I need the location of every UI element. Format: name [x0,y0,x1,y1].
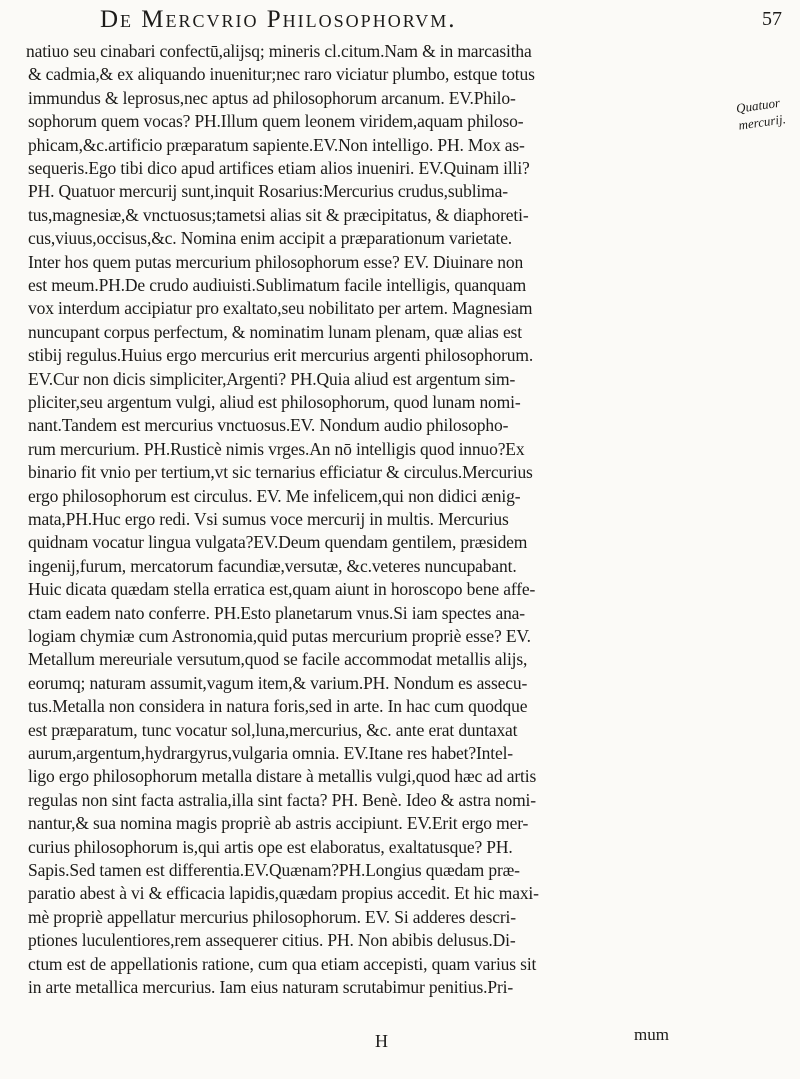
text-line: binario fit vnio per tertium,vt sic ternarius efficiatur & circulus.Mercurius [28,462,533,483]
text-line: Sapis.Sed tamen est differentia.EV.Quænam?PH.Longius quædam præ- [28,860,520,880]
text-line: immundus & leprosus,nec aptus ad philosophorum arcanum. EV.Philo- [28,87,516,108]
text-line: eorumq; naturam assumit,vagum item,& varium.PH. Nondum es assecu- [28,672,528,693]
text-line: vox interdum accipiatur pro exaltato,seu nobilitato per artem. Magnesiam [28,298,533,319]
text-line: regulas non sint facta astralia,illa sint facta? PH. Benè. Ideo & astra nomi- [28,789,536,810]
text-line: ingenij,furum, mercatorum facundiæ,versutæ, &c.veteres nuncupabant. [28,555,517,576]
text-line: tus.Metalla non considera in natura foris,sed in arte. In hac cum quodque [28,696,528,717]
running-title: De Mercvrio Philosophorvm. [100,6,457,33]
text-line: phicam,&c.artificio præparatum sapiente.EV.Non intelligo. PH. Mox as- [28,134,525,155]
text-line: ptiones luculentiores,rem assequerer citius. PH. Non abibis delusus.Di- [28,930,516,951]
text-line: & cadmia,& ex aliquando inuenitur;nec raro viciatur plumbo, estque totus [28,64,535,85]
text-line: ctum est de appellationis ratione, cum qua etiam accepisti, quam varius sit [28,953,537,974]
text-line: ctam eadem nato conferre. PH.Esto planetarum vnus.Si iam spectes ana- [28,602,525,623]
text-line: tus,magnesiæ,& vnctuosus;tametsi alias sit & præcipitatus, & diaphoreti- [28,204,529,225]
text-line: ligo ergo philosophorum metalla distare à metallis vulgi,quod hæc ad artis [28,766,537,787]
text-line: mè propriè appellatur mercurius philosophorum. EV. Si adderes descri- [28,906,516,927]
text-line: sequeris.Ego tibi dico apud artifices etiam alios inueniri. EV.Quinam illi? [28,158,530,178]
text-line: natiuo seu cinabari confectū,alijsq; mineris cl.citum.Nam & in marcasitha [26,41,532,61]
catchword: mum [634,1025,669,1044]
text-line: Huic dicata quædam stella erratica est,quam aiunt in horoscopo bene affe- [28,579,536,600]
text-line: nuncupant corpus perfectum, & nominatim lunam plenam, quæ alias est [28,321,522,342]
text-line: cus,viuus,occisus,&c. Nomina enim accipit a præparationum varietate. [28,228,513,249]
text-line: pliciter,seu argentum vulgi, aliud est philosophorum, quod lunam nomi- [28,392,521,412]
page-header [30,6,782,40]
text-line: est præparatum, tunc vocatur sol,luna,mercurius, &c. ante erat duntaxat [28,719,518,740]
text-line: nantur,& sua nomina magis propriè ab astris accipiunt. EV.Erit ergo mer- [28,813,529,834]
text-line: logiam chymiæ cum Astronomia,quid putas mercurium propriè esse? EV. [28,626,531,646]
text-line: in arte metallica mercurius. Iam eius naturam scrutabimur penitius.Pri- [28,977,514,997]
text-line: curius philosophorum is,qui artis ope est elaboratus, exaltatusque? PH. [28,836,513,857]
signature-mark: H [375,1031,388,1051]
text-line: aurum,argentum,hydrargyrus,vulgaria omnia. EV.Itane res habet?Intel- [28,743,513,763]
text-line: stibij regulus.Huius ergo mercurius erit mercurius argenti philosophorum. [28,345,534,366]
text-line: EV.Cur non dicis simpliciter,Argenti? PH.Quia aliud est argentum sim- [28,368,516,389]
marginal-note: Quatuor mercurij. [735,94,787,133]
text-line: sophorum quem vocas? PH.Illum quem leonem viridem,aquam philoso- [28,111,524,132]
text-line: mata,PH.Huc ergo redi. Vsi sumus voce mercurij in multis. Mercurius [28,509,509,529]
text-line: paratio abest à vi & efficacia lapidis,quædam propius accedit. Et hic maxi- [28,883,539,904]
text-line: PH. Quatuor mercurij sunt,inquit Rosarius:Mercurius crudus,sublima- [28,181,508,202]
text-line: rum mercurium. PH.Rusticè nimis vrges.An nō intelligis quod innuo?Ex [28,438,525,459]
text-line: Inter hos quem putas mercurium philosophorum esse? EV. Diuinare non [28,251,524,272]
text-line: ergo philosophorum est circulus. EV. Me infelicem,qui non didici ænig- [28,485,521,506]
text-line: quidnam vocatur lingua vulgata?EV.Deum quendam gentilem, præsidem [28,532,528,553]
text-line: Metallum mereuriale versutum,quod se facile accommodat metallis alijs, [28,649,528,670]
text-line: nant.Tandem est mercurius vnctuosus.EV. Nondum audio philosopho- [28,415,509,436]
text-line: est meum.PH.De crudo audiuisti.Sublimatum facile intelligis, quanquam [28,275,527,295]
page-number: 57 [762,8,782,30]
